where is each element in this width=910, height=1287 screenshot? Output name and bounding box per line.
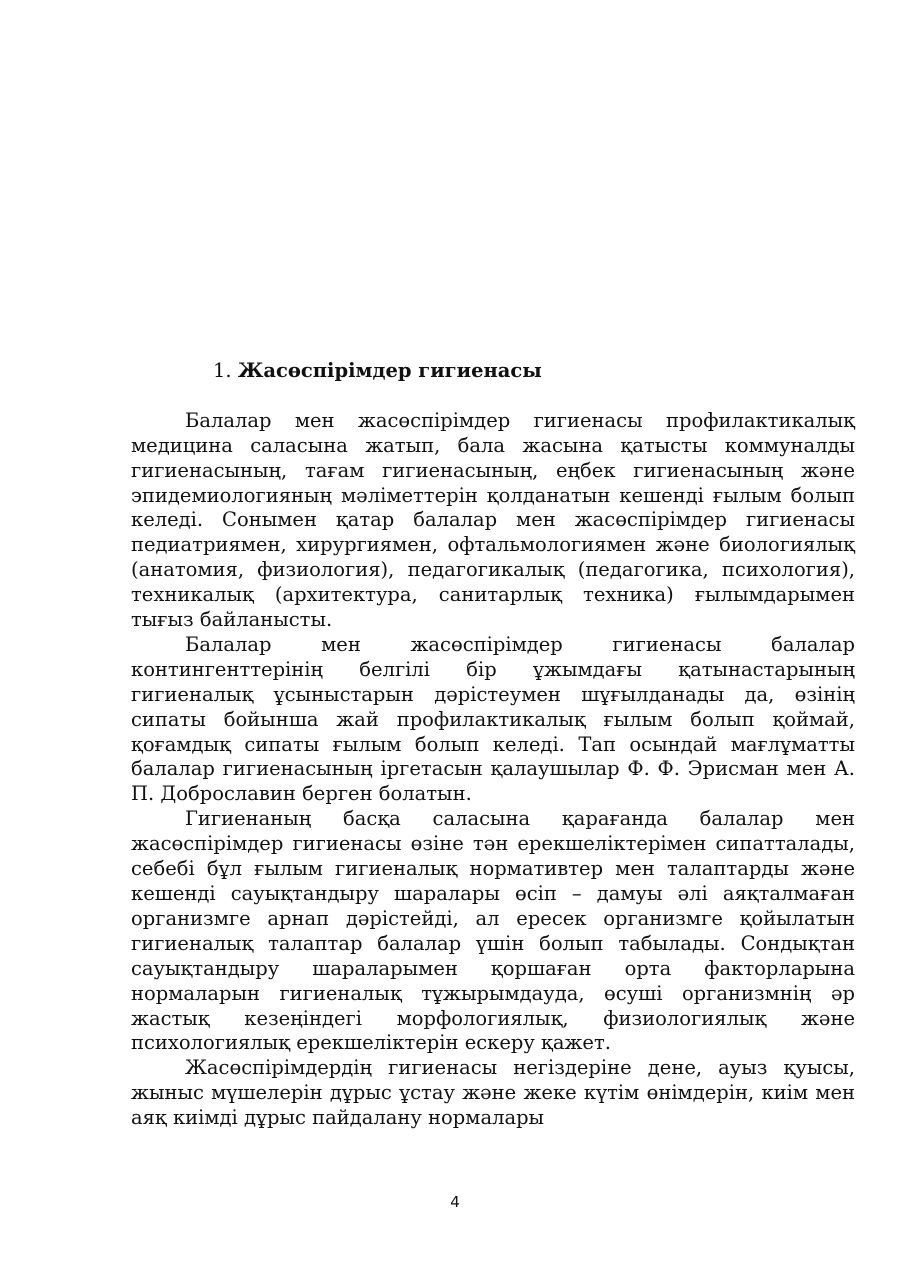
page-number: 4 [450,1193,460,1211]
section-heading [131,359,855,384]
section-title: Жасөспірімдер гигиенасы [237,359,542,382]
page-content [131,359,855,1131]
paragraph: Балалар мен жасөспірімдер гигиенасы балалар контингенттерінің белгілі бір ұжымдағы қатынастарының гигиеналық ұсыныстарын дәрістеумен шұғылданады да, өзінің сипаты бойынша жай профилактикалық ғылым болып қоймай, қоғамдық сипаты ғылым болып келеді. Тап осындай мағлұматты балалар гигиенасының іргетасын қалаушылар Ф. Ф. Эрисман мен А. П. Доброславин берген болатын. [131,632,855,806]
paragraph: Жасөспірімдердің гигиенасы негіздеріне дене, ауыз қуысы, жыныс мүшелерін дұрыс ұстау және жеке күтім өнімдерін, киім мен аяқ киімді дұрыс пайдалану нормалары [131,1056,855,1130]
paragraph: Балалар мен жасөспірімдер гигиенасы профилактикалық медицина саласына жатып, бала жасына қатысты коммуналды гигиенасының, тағам гигиенасының, еңбек гигиенасының және эпидемиологияның мәліметтерін қолданатын кешенді ғылым болып келеді. Сонымен қатар балалар мен жасөспірімдер гигиенасы педиатриямен, хирургиямен, офтальмологиямен және биологиялық (анатомия, физиология), педагогикалық (педагогика, психология), техникалық (архитектура, санитарлық техника) ғылымдарымен тығыз байланысты. [131,408,855,632]
paragraph: Гигиенаның басқа саласына қарағанда балалар мен жасөспірімдер гигиенасы өзіне тән ерекшеліктерімен сипатталады, себебі бұл ғылым гигиеналық нормативтер мен талаптарды және кешенді сауықтандыру шаралары өсіп – дамуы әлі аяқталмаған организмге арнап дәрістейді, ал ересек организмге қойылатын гигиеналық талаптар балалар үшін болып табылады. Сондықтан сауықтандыру шараларымен қоршаған орта факторларына нормаларын гигиеналық тұжырымдауда, өсуші организмнің әр жастық кезеңіндегі морфологиялық, физиологиялық және психологиялық ерекшеліктерін ескеру қажет. [131,807,855,1055]
section-number: 1. [213,359,232,382]
